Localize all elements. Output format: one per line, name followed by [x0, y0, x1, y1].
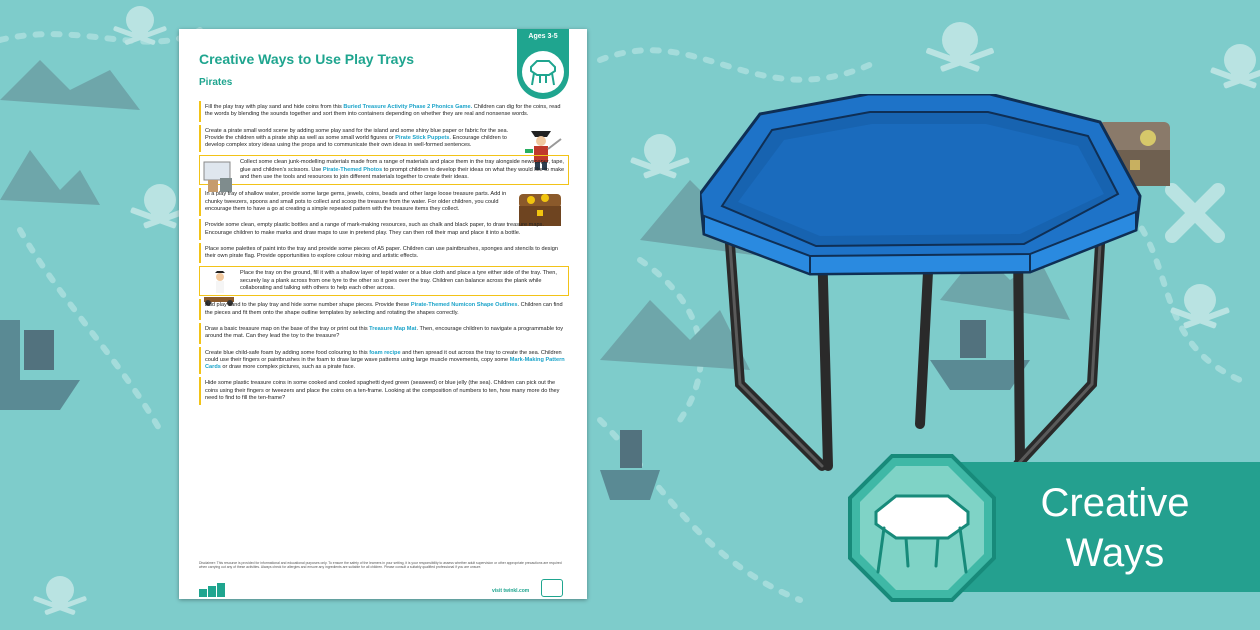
activity-text: . Children can find the pieces and fit them onto the shape outline templates by selecting and rotating the shapes correctly. — [205, 302, 563, 316]
play-tray-icon — [522, 51, 564, 93]
disclaimer-text: Disclaimer: This resource is provided for informational and educational purposes only. To ensure the safety of the learners in your setting, it is your responsibility to assess whether adult supervision or other appropriate precautions are required when carrying out any of these activities. Always check for allergies and ensure any ingredients are suitable for all children. Please consult a suitably qualified professional if you are unsure. — [199, 561, 562, 570]
banner-line-1: Creative — [1040, 481, 1190, 525]
resource-link[interactable]: foam recipe — [369, 349, 401, 356]
activity-text: Collect some clean junk-modelling materials made from a range of materials and place them in the tray alongside newspaper, tape, glue and children's scissors. Use — [240, 159, 564, 173]
activity-document — [179, 29, 587, 599]
banner-line-2: Ways — [1065, 531, 1165, 575]
play-tray-illustration — [700, 94, 1142, 484]
activity-text: Provide some clean, empty plastic bottles and a range of mark-making resources, such as chalk and black paper, to draw treasure maps. Encourage children to make marks and draw maps to use in pretend play. They can then roll their map and place it into a bottle. — [205, 222, 544, 236]
age-badge — [517, 29, 569, 99]
activity-item — [199, 347, 569, 375]
quality-badge-icon — [541, 579, 563, 597]
activity-text: or draw more complex pictures, such as a pirate face. — [220, 364, 356, 371]
age-badge-text: Ages 3-5 — [528, 33, 558, 40]
activity-text: In a play tray of shallow water, provide some large gems, jewels, coins, beads and other large loose treasure parts. Add in chunky tweezers, spoons and small pots to collect and scoop the treasure from the water. For older children, you could encourage them to have a go at creating a simple repeated pattern with the treasure items they collect. — [205, 191, 507, 212]
footer-url[interactable]: visit twinkl.com — [492, 588, 530, 594]
activity-item — [199, 101, 569, 122]
resource-link[interactable]: Mark-Making Pattern Cards — [205, 356, 565, 371]
activity-text: Hide some plastic treasure coins in some cooked and cooled spaghetti dyed green (seaweed) or blue jelly (the sea). Children can pick out the coins using their fingers or tweezers and place the coins on a ten-frame. Looking at the composition of numbers to ten, how many more do they need to find to fill the ten-frame? — [205, 380, 560, 402]
activity-text: . Encourage children to develop complex story ideas using the props and to communicate their own ideas in well-formed sentences. — [205, 134, 507, 149]
page-title: Creative Ways to Use Play Trays — [199, 51, 415, 67]
activity-text: to prompt children to develop their ideas on what they would like to make and then use the tools and resources to join different materials together to create their ideas. — [240, 166, 565, 181]
play-tray-badge-icon — [848, 454, 996, 602]
activity-text: Place some palettes of paint into the tray and provide some pieces of A5 paper. Children can use paintbrushes, sponges and stencils to design their own pirate flag. Provide opportunities to explore colour mixing and artistic effects. — [205, 245, 558, 260]
activity-text: Draw a basic treasure map on the base of the tray or print out this — [205, 325, 370, 332]
activity-item — [199, 299, 569, 320]
activity-item — [199, 323, 569, 344]
activity-text: Children can dig for the coins, read the words by blending the sounds together and sort them into containers depending on whether they are real and nonsense words. — [205, 104, 561, 118]
activity-text: Place the tray on the ground, fill it with a shallow layer of tepid water or a blue cloth and place a tyre either side of the tray. Then, securely lay a plank across from one tyre to the other so it goes over the tray. Children can balance across the plank while collaborating and talking with others to help each other across. — [240, 270, 557, 292]
resource-link[interactable]: Buried Treasure Activity Phase 2 Phonics Game. — [343, 104, 473, 110]
resource-link[interactable]: Pirate-Themed Numicon Shape Outlines — [410, 302, 518, 309]
x-marks-spot-icon — [1172, 190, 1218, 236]
banner-text — [995, 478, 1235, 578]
activity-text: Add play sand to the play tray and hide some number shape pieces. Provide these — [205, 302, 411, 309]
page-subtitle: Pirates — [199, 77, 233, 88]
activity-item — [199, 377, 569, 405]
activity-text: . Then, encourage children to navigate a programmable toy around the mat. Can they lead the toy to the treasure? — [205, 325, 564, 340]
activity-text: and then spread it out across the tray to create the sea. Children could use their fingers or paintbrushes in the foam to draw large wave patterns using large muscle movements, copy some — [205, 349, 562, 363]
resource-link[interactable]: Pirate-Themed Photos — [322, 166, 383, 173]
activity-item — [199, 125, 569, 153]
twinkl-logo — [199, 583, 229, 597]
activity-text: Create blue child-safe foam by adding some food colouring to this — [205, 349, 370, 356]
activity-text: Create a pirate small world scene by adding some play sand for the island and some shiny blue paper or fabric for the sea. Provide the children with a pirate ship as well as some small world figures or — [205, 127, 509, 141]
activity-item — [199, 266, 569, 296]
activity-list — [199, 101, 569, 408]
activity-item — [199, 219, 569, 240]
activity-text: Fill the play tray with play sand and hide coins from this — [205, 104, 344, 110]
activity-item — [199, 155, 569, 185]
activity-item — [199, 243, 569, 264]
resource-link[interactable]: Pirate Stick Puppets — [395, 134, 450, 141]
resource-link[interactable]: Treasure Map Mat — [369, 325, 417, 332]
activity-item — [199, 188, 569, 216]
